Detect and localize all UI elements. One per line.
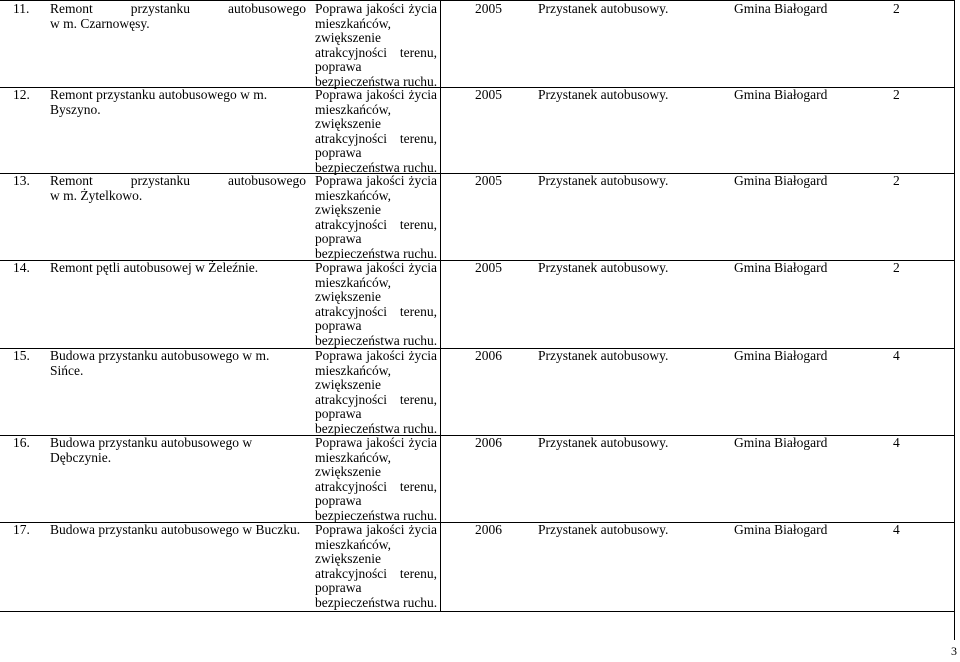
value: 2 [893,260,900,275]
object-type: Przystanek autobusowy. [538,435,669,450]
page-number: 3 [951,644,957,658]
object-type: Przystanek autobusowy. [538,522,669,537]
goal-line: poprawa [315,580,362,596]
year: 2006 [475,435,502,450]
goal-line: mieszkańców, [315,536,391,552]
goal-line: atrakcyjności terenu, [315,478,437,494]
value: 4 [893,435,900,450]
object-type: Przystanek autobusowy. [538,87,669,102]
goal-line: Poprawa jakości życia [315,173,437,188]
year: 2005 [475,173,502,188]
location: Gmina Białogard [734,348,828,363]
task-name: Remont przystanku autobusowego [50,173,306,188]
goal-line: bezpieczeństwa ruchu. [315,507,438,523]
object-type: Przystanek autobusowy. [538,1,669,16]
location: Gmina Białogard [734,87,828,102]
goal-line: Poprawa jakości życia [315,348,437,363]
goal-line: mieszkańców, [315,187,391,203]
year: 2005 [475,260,502,275]
goal-line: atrakcyjności terenu, [315,216,437,232]
goal-line: atrakcyjności terenu, [315,391,437,407]
goal-line: bezpieczeństwa ruchu. [315,420,438,436]
goal-line: poprawa [315,406,362,422]
goal-line: mieszkańców, [315,274,391,290]
goal-line: poprawa [315,145,362,161]
goal-line: mieszkańców, [315,15,391,31]
goal-line: atrakcyjności terenu, [315,44,437,60]
year: 2006 [475,348,502,363]
task-name: Budowa przystanku autobusowego w m. Sińce. [50,348,270,378]
location: Gmina Białogard [734,260,828,275]
row-number: 13. [13,173,30,188]
task-name-continued: w m. Żytelkowo. [50,187,143,203]
column-divider [440,0,441,612]
goal-line: zwiększenie [315,30,381,46]
goal-line: zwiększenie [315,377,381,393]
year: 2005 [475,87,502,102]
object-type: Przystanek autobusowy. [538,348,669,363]
goal-line: bezpieczeństwa ruchu. [315,159,438,175]
object-type: Przystanek autobusowy. [538,260,669,275]
goal-line: poprawa [315,231,362,247]
goal-line: zwiększenie [315,116,381,132]
year: 2006 [475,522,502,537]
location: Gmina Białogard [734,522,828,537]
task-goal [315,523,437,611]
goal-line: bezpieczeństwa ruchu. [315,245,438,261]
goal-line: atrakcyjności terenu, [315,130,437,146]
task-name: Budowa przystanku autobusowego w Buczku. [50,522,301,537]
row-number: 17. [13,522,30,537]
location: Gmina Białogard [734,1,828,16]
goal-line: Poprawa jakości życia [315,87,437,102]
object-type: Przystanek autobusowy. [538,173,669,188]
goal-line: zwiększenie [315,289,381,305]
row-number: 16. [13,435,30,450]
task-goal [315,2,437,90]
value: 4 [893,522,900,537]
task-goal [315,261,437,349]
value: 2 [893,1,900,16]
row-number: 15. [13,348,30,363]
goal-line: poprawa [315,59,362,75]
goal-line: poprawa [315,493,362,509]
row-number: 11. [13,1,30,16]
goal-line: bezpieczeństwa ruchu. [315,594,438,610]
task-name: Budowa przystanku autobusowego w Dębczynie. [50,435,253,465]
task-name: Remont przystanku autobusowego w m. Byszyno. [50,87,268,117]
task-goal [315,349,437,437]
task-goal [315,174,437,262]
row-number: 14. [13,260,30,275]
year: 2005 [475,1,502,16]
goal-line: zwiększenie [315,551,381,567]
column-divider [954,0,955,640]
goal-line: mieszkańców, [315,101,391,117]
location: Gmina Białogard [734,173,828,188]
goal-line: Poprawa jakości życia [315,522,437,537]
goal-line: Poprawa jakości życia [315,260,437,275]
goal-line: bezpieczeństwa ruchu. [315,332,438,348]
row-number: 12. [13,87,30,102]
goal-line: bezpieczeństwa ruchu. [315,73,438,89]
task-goal [315,436,437,524]
goal-line: Poprawa jakości życia [315,1,437,16]
value: 2 [893,173,900,188]
goal-line: mieszkańców, [315,449,391,465]
goal-line: atrakcyjności terenu, [315,565,437,581]
value: 4 [893,348,900,363]
value: 2 [893,87,900,102]
goal-line: poprawa [315,318,362,334]
goal-line: mieszkańców, [315,362,391,378]
task-name-continued: w m. Czarnowęsy. [50,15,150,31]
task-goal [315,88,437,176]
goal-line: Poprawa jakości życia [315,435,437,450]
row-divider [0,611,955,612]
goal-line: zwiększenie [315,464,381,480]
location: Gmina Białogard [734,435,828,450]
task-name: Remont przystanku autobusowego [50,1,306,16]
task-name: Remont pętli autobusowej w Żeleźnie. [50,260,259,275]
goal-line: atrakcyjności terenu, [315,303,437,319]
goal-line: zwiększenie [315,202,381,218]
